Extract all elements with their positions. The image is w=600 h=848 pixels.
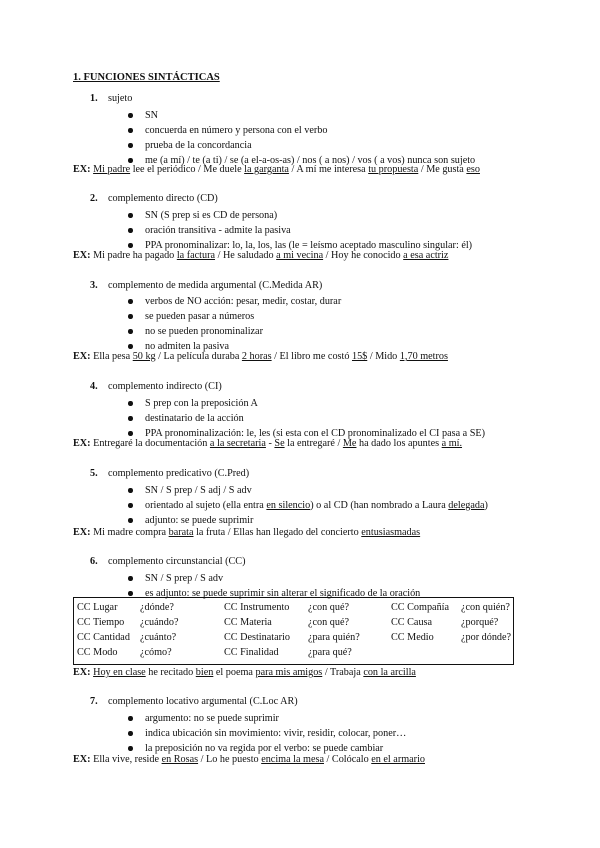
section-heading [90,93,132,104]
text-run: ) [484,500,488,511]
cc-type-label: CC Medio [391,632,434,643]
underlined-phrase: con la arcilla [363,667,416,678]
cc-question: ¿cuándo? [140,617,179,628]
underlined-phrase: 1,70 metros [399,351,448,362]
bullet-item: adjunto: se puede suprimir [126,513,488,528]
underlined-phrase: a esa actriz [403,250,449,261]
underlined-phrase: para mis amigos [255,667,323,678]
underlined-phrase: Se [274,438,285,449]
underlined-phrase: a mi vecina [276,250,324,261]
cc-question: ¿cuánto? [140,632,177,643]
cc-question: ¿dónde? [140,602,174,613]
section-heading [90,696,298,707]
text-run: Entregaré la documentación [90,438,210,449]
section-number: 4. [90,381,98,392]
section-heading [90,193,218,204]
text-run: Ella pesa [90,351,133,362]
cc-type-label: CC Destinatario [224,632,290,643]
section-title: complemento circunstancial (CC) [108,556,246,567]
text-run: ) o al CD (han nombrado a Laura [310,500,449,511]
cc-type-label: CC Cantidad [77,632,130,643]
section-heading [90,468,249,479]
text-run: orientado al sujeto (ella entra [145,500,267,511]
underlined-phrase: en el armario [371,754,425,765]
cc-type-label: CC Instrumento [224,602,290,613]
underlined-phrase: la factura [176,250,216,261]
section-title: complemento directo (CD) [108,193,218,204]
underlined-phrase: Me [342,438,357,449]
bullet-item: me (a mí) / te (a ti) / se (a el-a-os-as) / nos ( a nos) / vos ( a vos) nunca son sujeto [126,153,475,168]
section-number: 1. [90,93,98,104]
example-label: EX: [73,527,91,538]
example-line [73,351,448,362]
section-title: complemento de medida argumental (C.Medida AR) [108,280,323,291]
cc-type-label: CC Tiempo [77,617,125,628]
cc-question: ¿con quién? [461,602,510,613]
bullet-list [126,208,472,253]
cc-question: ¿para quién? [308,632,360,643]
section-title: complemento indirecto (CI) [108,381,222,392]
text-run: Ella vive, reside [90,754,162,765]
section-heading [90,381,222,392]
bullet-item: no se pueden pronominalizar [126,324,341,339]
example-label: EX: [73,754,91,765]
text-run: el poema [213,667,256,678]
text-run: / Me gusta [418,164,467,175]
bullet-list [126,711,406,756]
section-number: 6. [90,556,98,567]
bullet-item: es adjunto: se puede suprimir sin alterar el significado de la oración [126,586,420,601]
text-run: ha dado los apuntes [356,438,442,449]
bullet-item: concuerda en número y persona con el verbo [126,123,475,138]
underlined-phrase: Mi padre [93,164,131,175]
underlined-phrase: en silencio [266,500,311,511]
bullet-item: destinatario de la acción [126,411,485,426]
section-heading [90,280,322,291]
bullet-item: prueba de la concordancia [126,138,475,153]
bullet-item: SN / S prep / S adv [126,571,420,586]
section-number: 3. [90,280,98,291]
underlined-phrase: encima la mesa [261,754,324,765]
text-run: la entregaré / [284,438,343,449]
example-label: EX: [73,250,91,261]
text-run: / A mí me interesa [288,164,369,175]
example-label: EX: [73,164,91,175]
text-run: la fruta / Ellas han llegado del concierto [193,527,362,538]
cc-type-label: CC Compañía [391,602,450,613]
cc-question: ¿por dónde? [461,632,512,643]
cc-type-label: CC Materia [224,617,272,628]
example-line [73,754,425,765]
underlined-phrase: eso [466,164,480,175]
text-run: he recitado [145,667,196,678]
bullet-item: verbos de NO acción: pesar, medir, costar, durar [126,294,341,309]
bullet-item: PPA pronominalización: le, les (si esta con el CD pronominalizado el CI pasa a SE) [126,426,485,441]
section-number: 5. [90,468,98,479]
underlined-phrase: tu propuesta [368,164,419,175]
text-run: - [265,438,275,449]
underlined-phrase: entusiasmadas [361,527,421,538]
section-number: 2. [90,193,98,204]
text-run: / He saludado [215,250,277,261]
text-run: Mi madre compra [90,527,169,538]
text-run: / Lo he puesto [198,754,262,765]
bullet-list [126,483,488,528]
cc-type-label: CC Finalidad [224,647,279,658]
underlined-phrase: la garganta [244,164,289,175]
bullet-item: la preposición no va regida por el verbo: se puede cambiar [126,741,406,756]
bullet-item [126,498,488,513]
example-line [73,250,448,261]
underlined-phrase: en Rosas [161,754,199,765]
text-run: lee el periódico / Me duele [130,164,245,175]
bullet-item: SN [126,108,475,123]
cc-question: ¿con qué? [308,617,350,628]
example-label: EX: [73,667,91,678]
underlined-phrase: Hoy en clase [93,667,146,678]
example-line [73,164,480,175]
underlined-phrase: 2 horas [241,351,272,362]
bullet-item: no admiten la pasiva [126,339,341,354]
bullet-item: se pueden pasar a números [126,309,341,324]
example-label: EX: [73,438,91,449]
text-run: / Trabaja [322,667,364,678]
cc-type-label: CC Lugar [77,602,118,613]
example-line [73,527,420,538]
cc-question: ¿para qué? [308,647,352,658]
bullet-list [126,396,485,441]
cc-question: ¿cómo? [140,647,172,658]
cc-question: ¿con qué? [308,602,350,613]
bullet-item: SN (S prep si es CD de persona) [126,208,472,223]
text-run: / Hoy he conocido [323,250,404,261]
text-run: / El libro me costó [271,351,352,362]
example-line [73,667,416,678]
bullet-item: argumento: no se puede suprimir [126,711,406,726]
cc-table [73,597,514,665]
bullet-item: oración transitiva - admite la pasiva [126,223,472,238]
underlined-phrase: barata [168,527,194,538]
underlined-phrase: a la secretaria [209,438,266,449]
underlined-phrase: 50 kg [132,351,156,362]
underlined-phrase: a mí. [441,438,463,449]
underlined-phrase: bien [195,667,214,678]
example-label: EX: [73,351,91,362]
cc-type-label: CC Modo [77,647,118,658]
underlined-phrase: 15$ [351,351,368,362]
section-heading [90,556,246,567]
section-title: sujeto [108,93,133,104]
cc-type-label: CC Causa [391,617,433,628]
section-title: complemento locativo argumental (C.Loc AR) [108,696,298,707]
bullet-item: indica ubicación sin movimiento: vivir, residir, colocar, poner… [126,726,406,741]
section-title: complemento predicativo (C.Pred) [108,468,250,479]
bullet-item: S prep con la preposición A [126,396,485,411]
text-run: / La película duraba [155,351,242,362]
bullet-list [126,108,475,168]
bullet-item: PPA pronominalizar: lo, la, los, las (le = leísmo aceptado masculino singular: él) [126,238,472,253]
bullet-list [126,294,341,354]
example-line [73,438,462,449]
page-title: 1. FUNCIONES SINTÁCTICAS [73,72,220,83]
cc-question: ¿porqué? [461,617,499,628]
text-run: / Colócalo [323,754,372,765]
underlined-phrase: delegada [448,500,485,511]
text-run: Mi padre ha pagado [90,250,177,261]
bullet-item: SN / S prep / S adj / S adv [126,483,488,498]
section-number: 7. [90,696,98,707]
text-run: / Mido [367,351,400,362]
